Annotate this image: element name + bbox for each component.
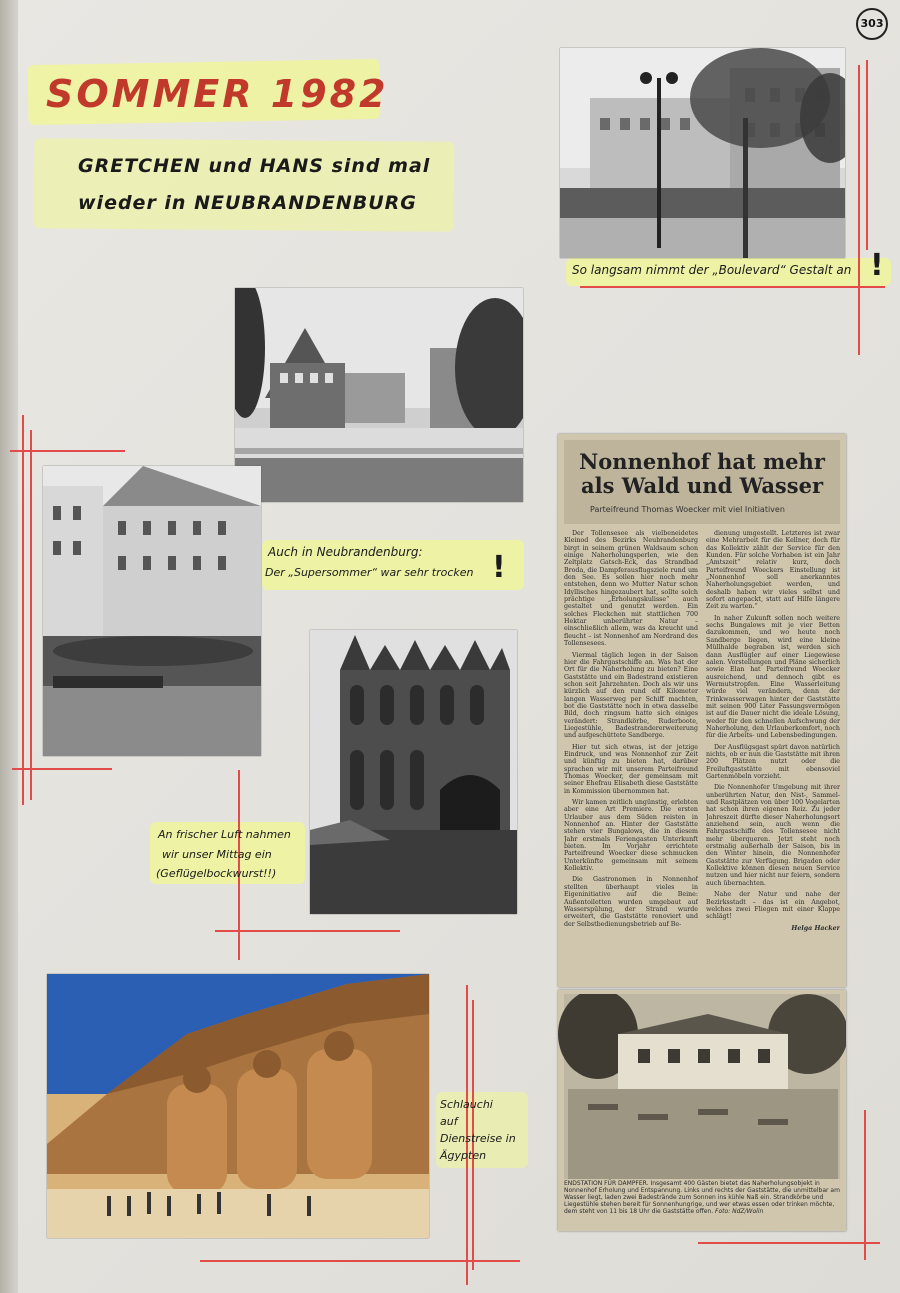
newspaper-photo-clipping <box>558 990 846 1231</box>
paragraph: Der Tollensesee als vielbeneidetes Kleinod des Bezirks Neubrandenburg birgt in seinem grünen Waldsaum schon einige Naherholungsperlen, wie den Zeltplatz Gatsch-Eck, das Strandbad Broda, die Dampferausflugsziele rund um den See. Es sollen hier noch mehr entstehen, denn wo Mutter Natur schon Idyllisches hingezaubert hat, sollte solch prächtige „Erholungskulisse“ auch gestaltet und genutzt werden. Ein solches Fleckchen mit stattlichen 700 Hektar unberührter Natur – einschließlich allem, was da kreucht und fleucht – ist Nonnenhof am Nordrand des Tollensesees. <box>564 530 698 648</box>
note-aegypten-line3: Dienstreise in <box>440 1132 516 1145</box>
paragraph: Die Gastronomen in Nonnenhof stellten überhaupt vieles in Eigeninitiative auf die Beine: Außentoiletten wurden umgebaut auf Wasserspülung, der Strand wurde erweitert, die Gaststätte renoviert und der Selbstbedienungsbetrieb auf Be- <box>564 876 698 928</box>
note-sommer-mark: ! <box>492 550 506 585</box>
note-boulevard-mark: ! <box>870 248 884 283</box>
red-line-h1 <box>10 450 125 452</box>
note-boulevard: So langsam nimmt der „Boulevard“ Gestalt an <box>572 263 852 277</box>
paragraph: Nahe der Natur und nahe der Bezirksstadt – das ist ein Angebot, welches zwei Fliegen mit einer Klappe schlägt! <box>706 891 840 921</box>
paragraph: Wir kamen zeitlich ungünstig, erlebten aber eine Art Premiere. Die ersten Urlauber aus dem Süden reisten in Nonnenhof an. Hinter der Gaststätte stehen vier Bungalows, die in diesem Jahr erstmals Feriengasten Unterkunft bieten. Im Vorjahr errichtete Parteifreund Woecker diese schmucken Unterkünfte gemeinsam mit seinem Kollektiv. <box>564 799 698 873</box>
subtitle-line1: GRETCHEN und HANS sind mal <box>78 155 431 177</box>
clipping-headline <box>564 450 840 498</box>
clipping-byline: Helga Hacker <box>791 924 840 932</box>
clipping-photo-restaurant <box>558 994 846 1179</box>
red-line-h2 <box>12 768 112 770</box>
page-binding-edge <box>0 0 18 1293</box>
photo-street-houses <box>235 288 523 502</box>
caption-credit: Foto: NdZ/Wolin <box>715 1208 764 1215</box>
note-mittag-line2: wir unser Mittag ein <box>162 848 272 861</box>
clipping-subtitle: Parteifreund Thomas Woecker mit viel Initiativen <box>590 505 785 514</box>
note-aegypten-line1: Schlauchi <box>440 1098 493 1111</box>
clipping-headline-line1: Nonnenhof hat mehr <box>579 449 825 474</box>
paragraph: In naher Zukunft sollen noch weitere sechs Bungalows mit je vier Betten dazukommen, und wo heute noch Sandberge liegen, wird eine kleine Müllhalde begraben ist, werden sich dann Ausflügler auf einer Liegewiese aalen. Vorstellungen und Pläne sicherlich sowie Elan hat Parteifreund Woecker ausreichend, und dennoch gibt es Wermutstropfen. Eine Wasserleitung würde viel verändern, denn der Trinkwasserwagen hinter der Gaststätte mit seinen 900 Liter Fassungsvermögen ist auf die Dauer nicht die ideale Lösung, weder für den schnellen Aufschwung der Naherholung, den Urlauberkomfort, noch für die Arbeits- und Lebensbedingungen. <box>706 614 840 740</box>
note-aegypten-line2: auf <box>440 1115 458 1128</box>
red-line-v4 <box>858 65 860 355</box>
page-title: SOMMER 1982 <box>46 72 389 116</box>
clipping-photo-caption <box>564 1180 840 1215</box>
clipping-headline-box <box>564 440 840 524</box>
paragraph: dienung umgestellt. Letzteres ist zwar eine Mehrarbeit für die Kellner, doch für das Kollektiv zählt der Service für den Kunden. Für solche Vorhaben ist ein Jahr „Amtszeit“ relativ kurz, doch Parteifreund Woeckers Einstellung ist „Nonnenhof soll anerkanntes Naherholungsgebiet werden, und deshalb haben wir vieles selbst und sofort angepackt, statt auf Hilfe längere Zeit zu warten.“ <box>706 530 840 611</box>
paragraph: Hier tut sich etwas, ist der jetzige Eindruck, und was Nonnenhof zur Zeit und künftig zu bieten hat, darüber sprachen wir mit unserem Parteifreund Thomas Woecker, der gemeinsam mit seiner Ehefrau Elisabeth diese Gaststätte in Kommission übernommen hat. <box>564 743 698 795</box>
photo-boulevard <box>560 48 845 258</box>
red-line-h3 <box>215 930 400 932</box>
red-line-v2 <box>30 430 32 800</box>
paragraph: Der Ausflügsgast spürt davon natürlich nichts, ob er nun die Gaststätte mit ihren 200 Plätzen nutzt oder die Freiluftgaststätte mit ebensoviel Gartenmöbeln vorzieht. <box>706 743 840 780</box>
note-mittag-line3: (Geflügelbockwurst!!) <box>156 867 277 880</box>
clipping-headline-line2: als Wald und Wasser <box>580 473 824 498</box>
clipping-column-2 <box>706 530 840 982</box>
highlighter-subtitle <box>34 138 455 232</box>
note-mittag-line1: An frischer Luft nahmen <box>158 828 291 841</box>
note-sommer-line1: Auch in Neubrandenburg: <box>268 545 423 559</box>
red-line-v8 <box>864 1110 866 1260</box>
photo-flowerbed <box>43 466 261 756</box>
subtitle-line2: wieder in NEUBRANDENBURG <box>78 192 417 214</box>
photo-city-gate <box>310 630 517 914</box>
note-sommer-line2: Der „Supersommer“ war sehr trocken <box>265 566 474 579</box>
page-number: 303 <box>856 8 888 40</box>
photo-abu-simbel <box>47 974 429 1238</box>
paragraph: Viermal täglich legen in der Saison hier die Fahrgastschiffe an. Was hat der Ort für die Naherholung zu bieten? Eine Gaststätte und ein Badestrand existieren schon seit Jahrzehnten. Doch als wir uns kürzlich auf den rund elf Kilometer langen Wasserweg per Schiff machten, bot die Gaststätte noch in etwa dasselbe Bild, doch ringsum hatte sich einiges verändert: Strandkörbe, Ruderboote, Liegestühle, Badestrandererweiterung und aufgeschüttete Sandberge. <box>564 651 698 740</box>
clipping-column-1 <box>564 530 698 982</box>
paragraph: Die Nonnenhofer Umgebung mit ihrer unberührten Natur, den Nist-, Sammel- und Rastplätzen von über 100 Vogelarten hat schon ihren eigenen Reiz. Zu jeder Jahreszeit dürfte dieser Naherholungsort anziehend sein, auch wenn die Fahrgastschiffe des Tollensesee nicht mehr überqueren. Jetzt steht noch erstmalig außerhalb der Saison, bis in den Winter hinein, die Nonnenhofer Gaststätte zur Verfügung. Brigaden oder Kollektive können diesen neuen Service nutzen und hier nicht nur feiern, sondern auch übernachten. <box>706 784 840 887</box>
red-line-v1 <box>22 415 24 805</box>
red-line-h5 <box>200 1260 520 1262</box>
clipping-columns <box>564 530 840 982</box>
caption-text: ENDSTATION FÜR DAMPFER. Insgesamt 400 Gästen bietet das Naherholungsobjekt in Nonnenhof Erholung und Entspannung. Links und rechts der Gaststätte, die unmittelbar am Wasser liegt, laden zwei Badestrände zum Sonnen ins kühle Naß ein. Strandkörbe und Liegestühle stehen bereit für Sonnenhungrige, und wer etwas essen oder trinken möchte, dem steht von 11 bis 18 Uhr die Gaststätte offen. <box>564 1180 840 1215</box>
red-line-h4 <box>580 286 885 288</box>
note-aegypten-line4: Ägypten <box>440 1149 487 1162</box>
red-line-v5 <box>866 60 868 250</box>
red-line-h6 <box>698 1242 880 1244</box>
newspaper-clipping <box>558 434 846 987</box>
